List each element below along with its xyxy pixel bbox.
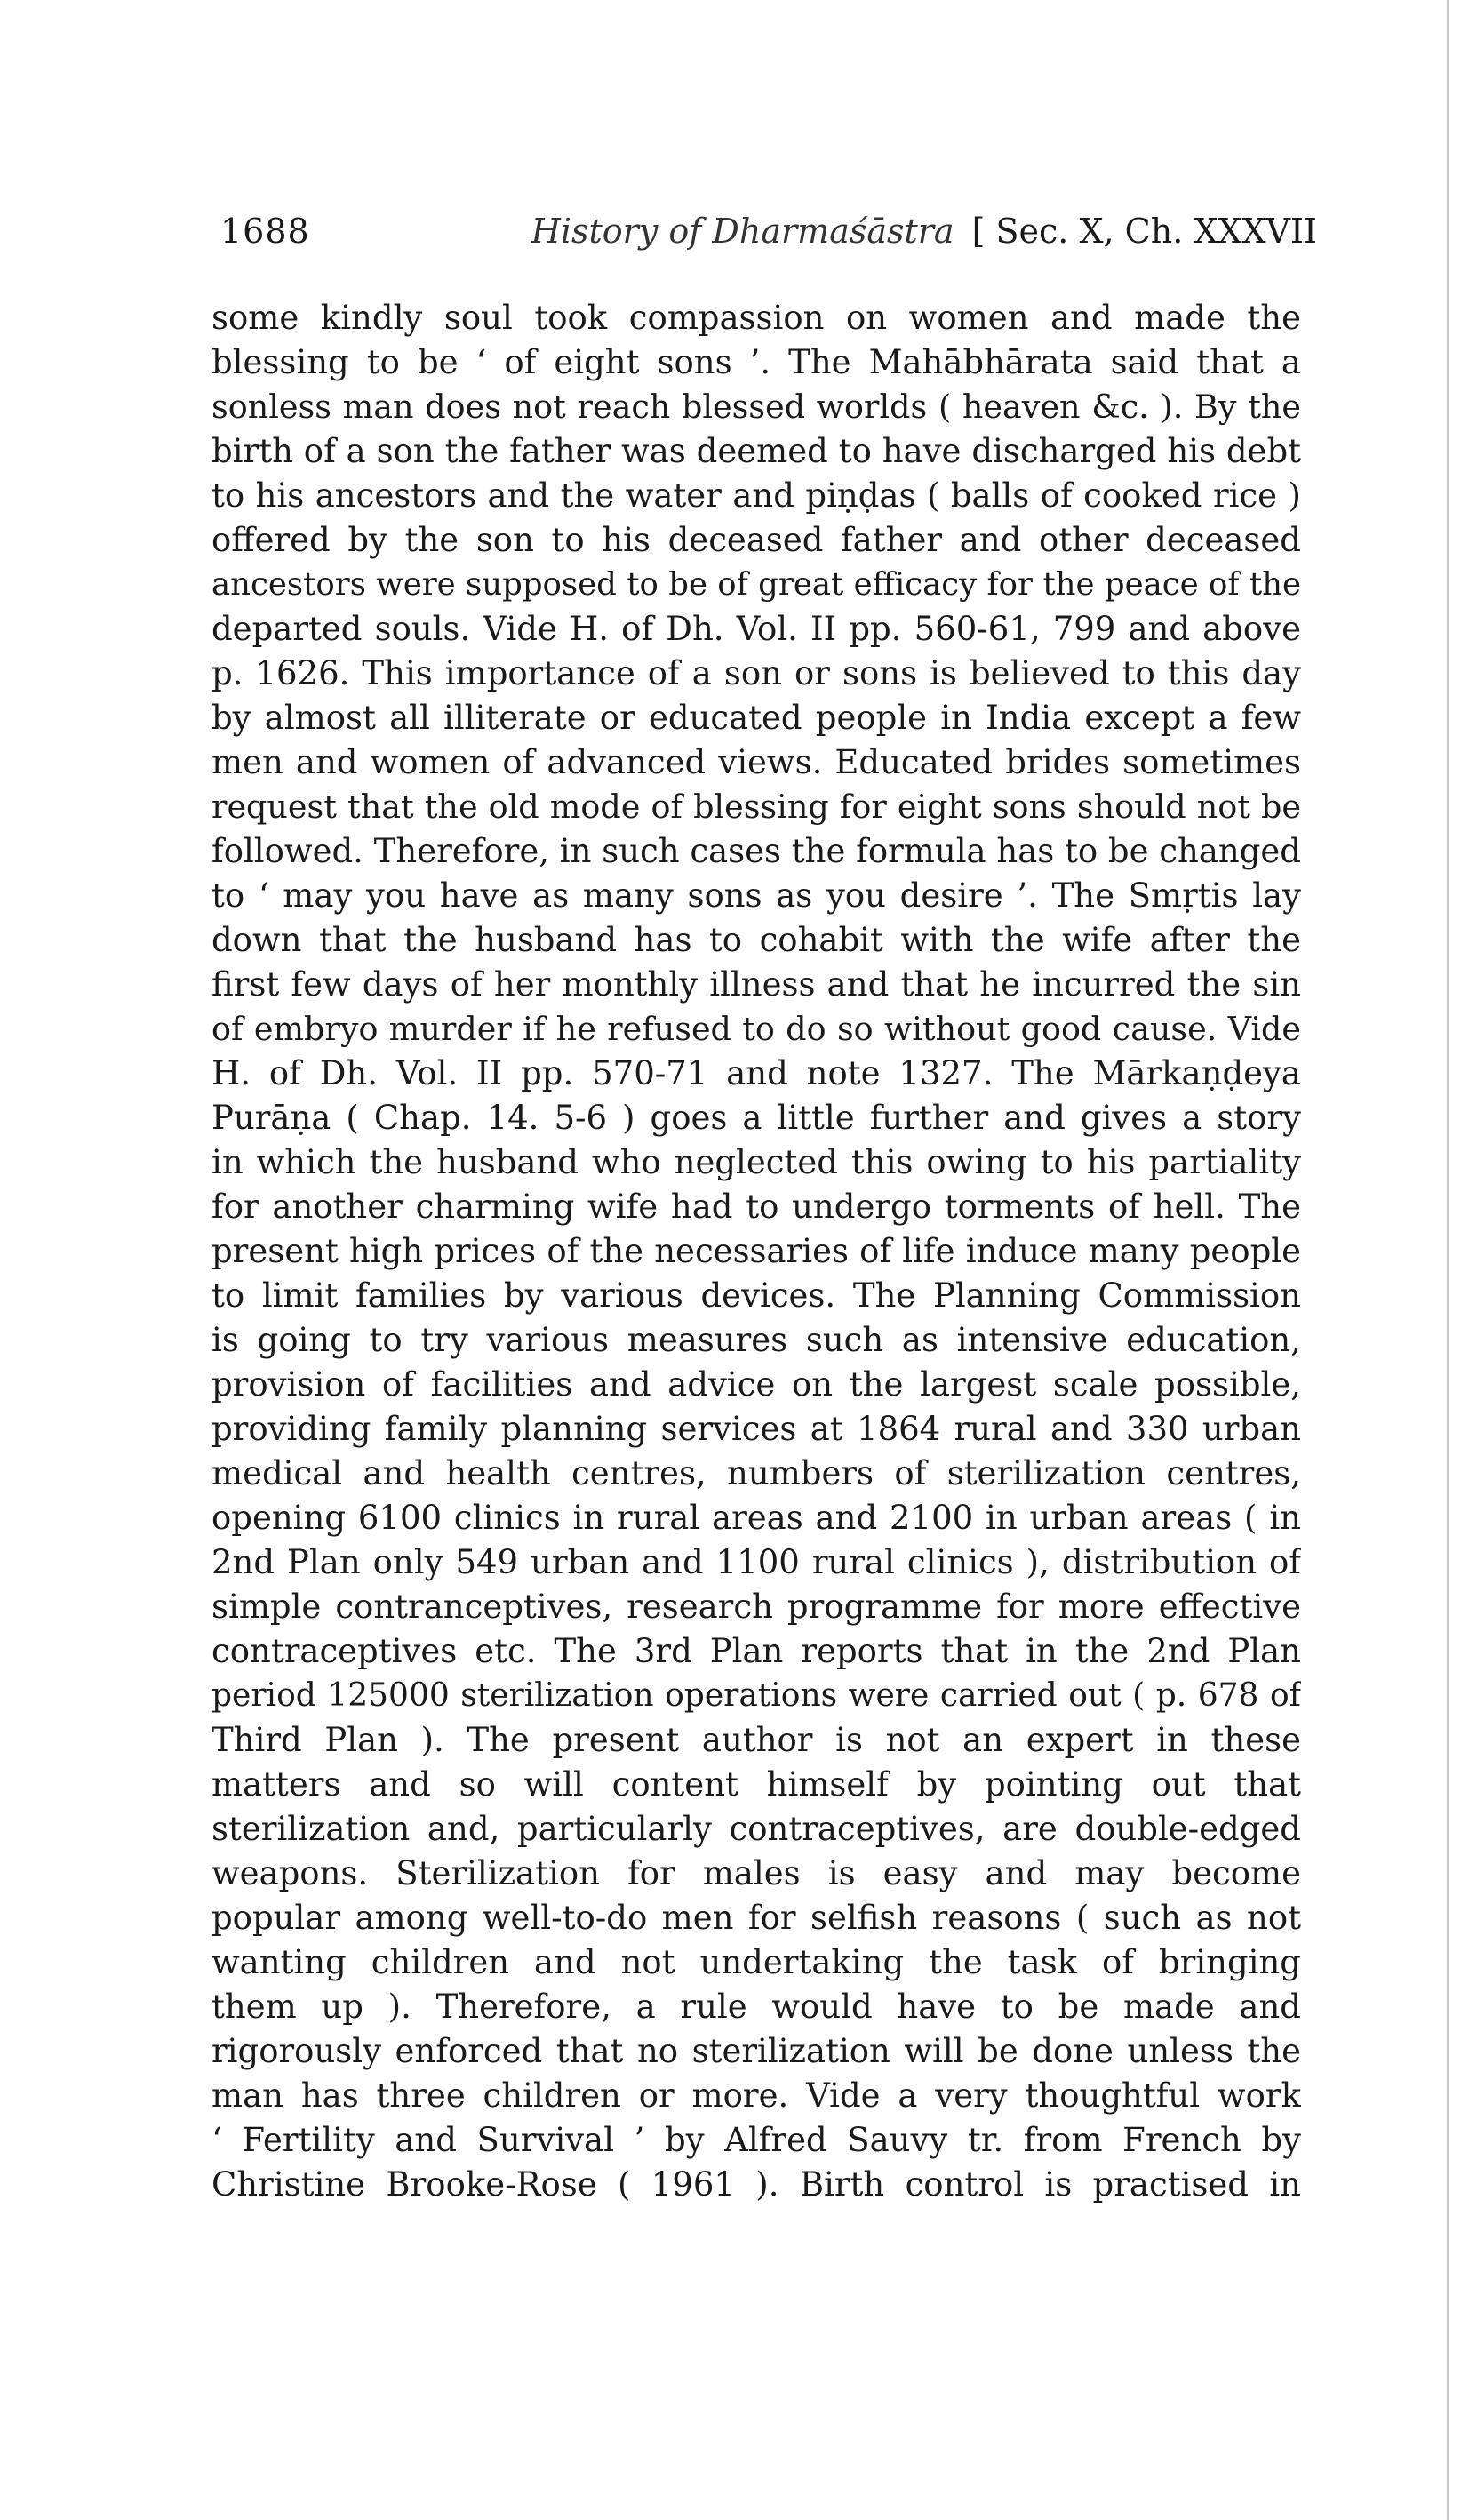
text-line: blessing to be ‘ of eight sons ’. The Mahābhārata said that a: [212, 343, 1301, 381]
text-line: contraceptives etc. The 3rd Plan reports that in the 2nd Plan: [212, 1632, 1301, 1670]
text-line: weapons. Sterilization for males is easy and may become: [212, 1854, 1301, 1892]
text-line: request that the old mode of blessing for eight sons should not be: [212, 788, 1301, 826]
text-line: offered by the son to his deceased father and other deceased: [212, 521, 1301, 559]
text-line: provision of facilities and advice on the largest scale possible,: [212, 1365, 1301, 1404]
text-line: period 125000 sterilization operations were carried out ( p. 678 of: [212, 1677, 1301, 1714]
text-line: some kindly soul took compassion on women and made the: [212, 299, 1301, 337]
running-title: [531, 212, 1317, 251]
text-line: for another charming wife had to undergo torments of hell. The: [212, 1188, 1301, 1226]
text-line: departed souls. Vide H. of Dh. Vol. II pp. 560-61, 799 and above: [212, 610, 1301, 648]
text-line: by almost all illiterate or educated people in India except a few: [212, 699, 1301, 737]
text-line: wanting children and not undertaking the task of bringing: [212, 1943, 1301, 1981]
running-header: [220, 212, 1317, 265]
page-number: 1688: [220, 212, 310, 251]
book-title: History of Dharmaśāstra: [531, 212, 954, 251]
text-line: Purāṇa ( Chap. 14. 5-6 ) goes a little further and gives a story: [212, 1099, 1301, 1137]
text-line: of embryo murder if he refused to do so without good cause. Vide: [212, 1010, 1301, 1048]
text-line: providing family planning services at 1864 rural and 330 urban: [212, 1410, 1301, 1448]
text-line: H. of Dh. Vol. II pp. 570-71 and note 1327. The Mārkaṇḍeya: [212, 1054, 1301, 1092]
text-line: to limit families by various devices. The Planning Commission: [212, 1276, 1301, 1315]
text-line: birth of a son the father was deemed to have discharged his debt: [212, 432, 1301, 470]
text-line: followed. Therefore, in such cases the formula has to be changed: [212, 832, 1301, 870]
text-line: sonless man does not reach blessed worlds ( heaven &c. ). By the: [212, 388, 1301, 426]
text-line: simple contranceptives, research programme for more effective: [212, 1588, 1301, 1626]
text-line: ancestors were supposed to be of great efficacy for the peace of the: [212, 566, 1301, 603]
text-line: men and women of advanced views. Educated brides sometimes: [212, 743, 1301, 781]
text-line: medical and health centres, numbers of sterilization centres,: [212, 1454, 1301, 1492]
section-reference: [ Sec. X, Ch. XXXVII: [971, 212, 1317, 251]
text-line: rigorously enforced that no sterilization will be done unless the: [212, 2032, 1301, 2070]
text-line: matters and so will content himself by pointing out that: [212, 1765, 1301, 1804]
text-line: in which the husband who neglected this owing to his partiality: [212, 1143, 1301, 1181]
text-line: ‘ Fertility and Survival ’ by Alfred Sauvy tr. from French by: [212, 2121, 1301, 2159]
text-line: man has three children or more. Vide a very thoughtful work: [212, 2076, 1301, 2115]
text-line: present high prices of the necessaries of life induce many people: [212, 1232, 1301, 1270]
text-line: p. 1626. This importance of a son or sons is believed to this day: [212, 654, 1301, 692]
text-line: to ‘ may you have as many sons as you desire ’. The Smṛtis lay: [212, 876, 1301, 915]
text-line: Third Plan ). The present author is not an expert in these: [212, 1721, 1301, 1759]
text-line: to his ancestors and the water and piṇḍas ( balls of cooked rice ): [212, 476, 1301, 515]
text-line: popular among well-to-do men for selfish reasons ( such as not: [212, 1899, 1301, 1937]
text-line: is going to try various measures such as intensive education,: [212, 1321, 1301, 1359]
text-line: 2nd Plan only 549 urban and 1100 rural clinics ), distribution of: [212, 1543, 1301, 1581]
text-line: them up ). Therefore, a rule would have to be made and: [212, 1988, 1301, 2026]
text-line: opening 6100 clinics in rural areas and 2100 in urban areas ( in: [212, 1499, 1301, 1537]
body-paragraph: [212, 296, 1301, 2207]
page-edge-line: [1447, 0, 1449, 2520]
text-line: sterilization and, particularly contraceptives, are double-edged: [212, 1810, 1301, 1848]
text-line: Christine Brooke-Rose ( 1961 ). Birth control is practised in: [212, 2165, 1301, 2204]
text-line: first few days of her monthly illness and that he incurred the sin: [212, 965, 1301, 1004]
text-line: down that the husband has to cohabit with the wife after the: [212, 921, 1301, 959]
